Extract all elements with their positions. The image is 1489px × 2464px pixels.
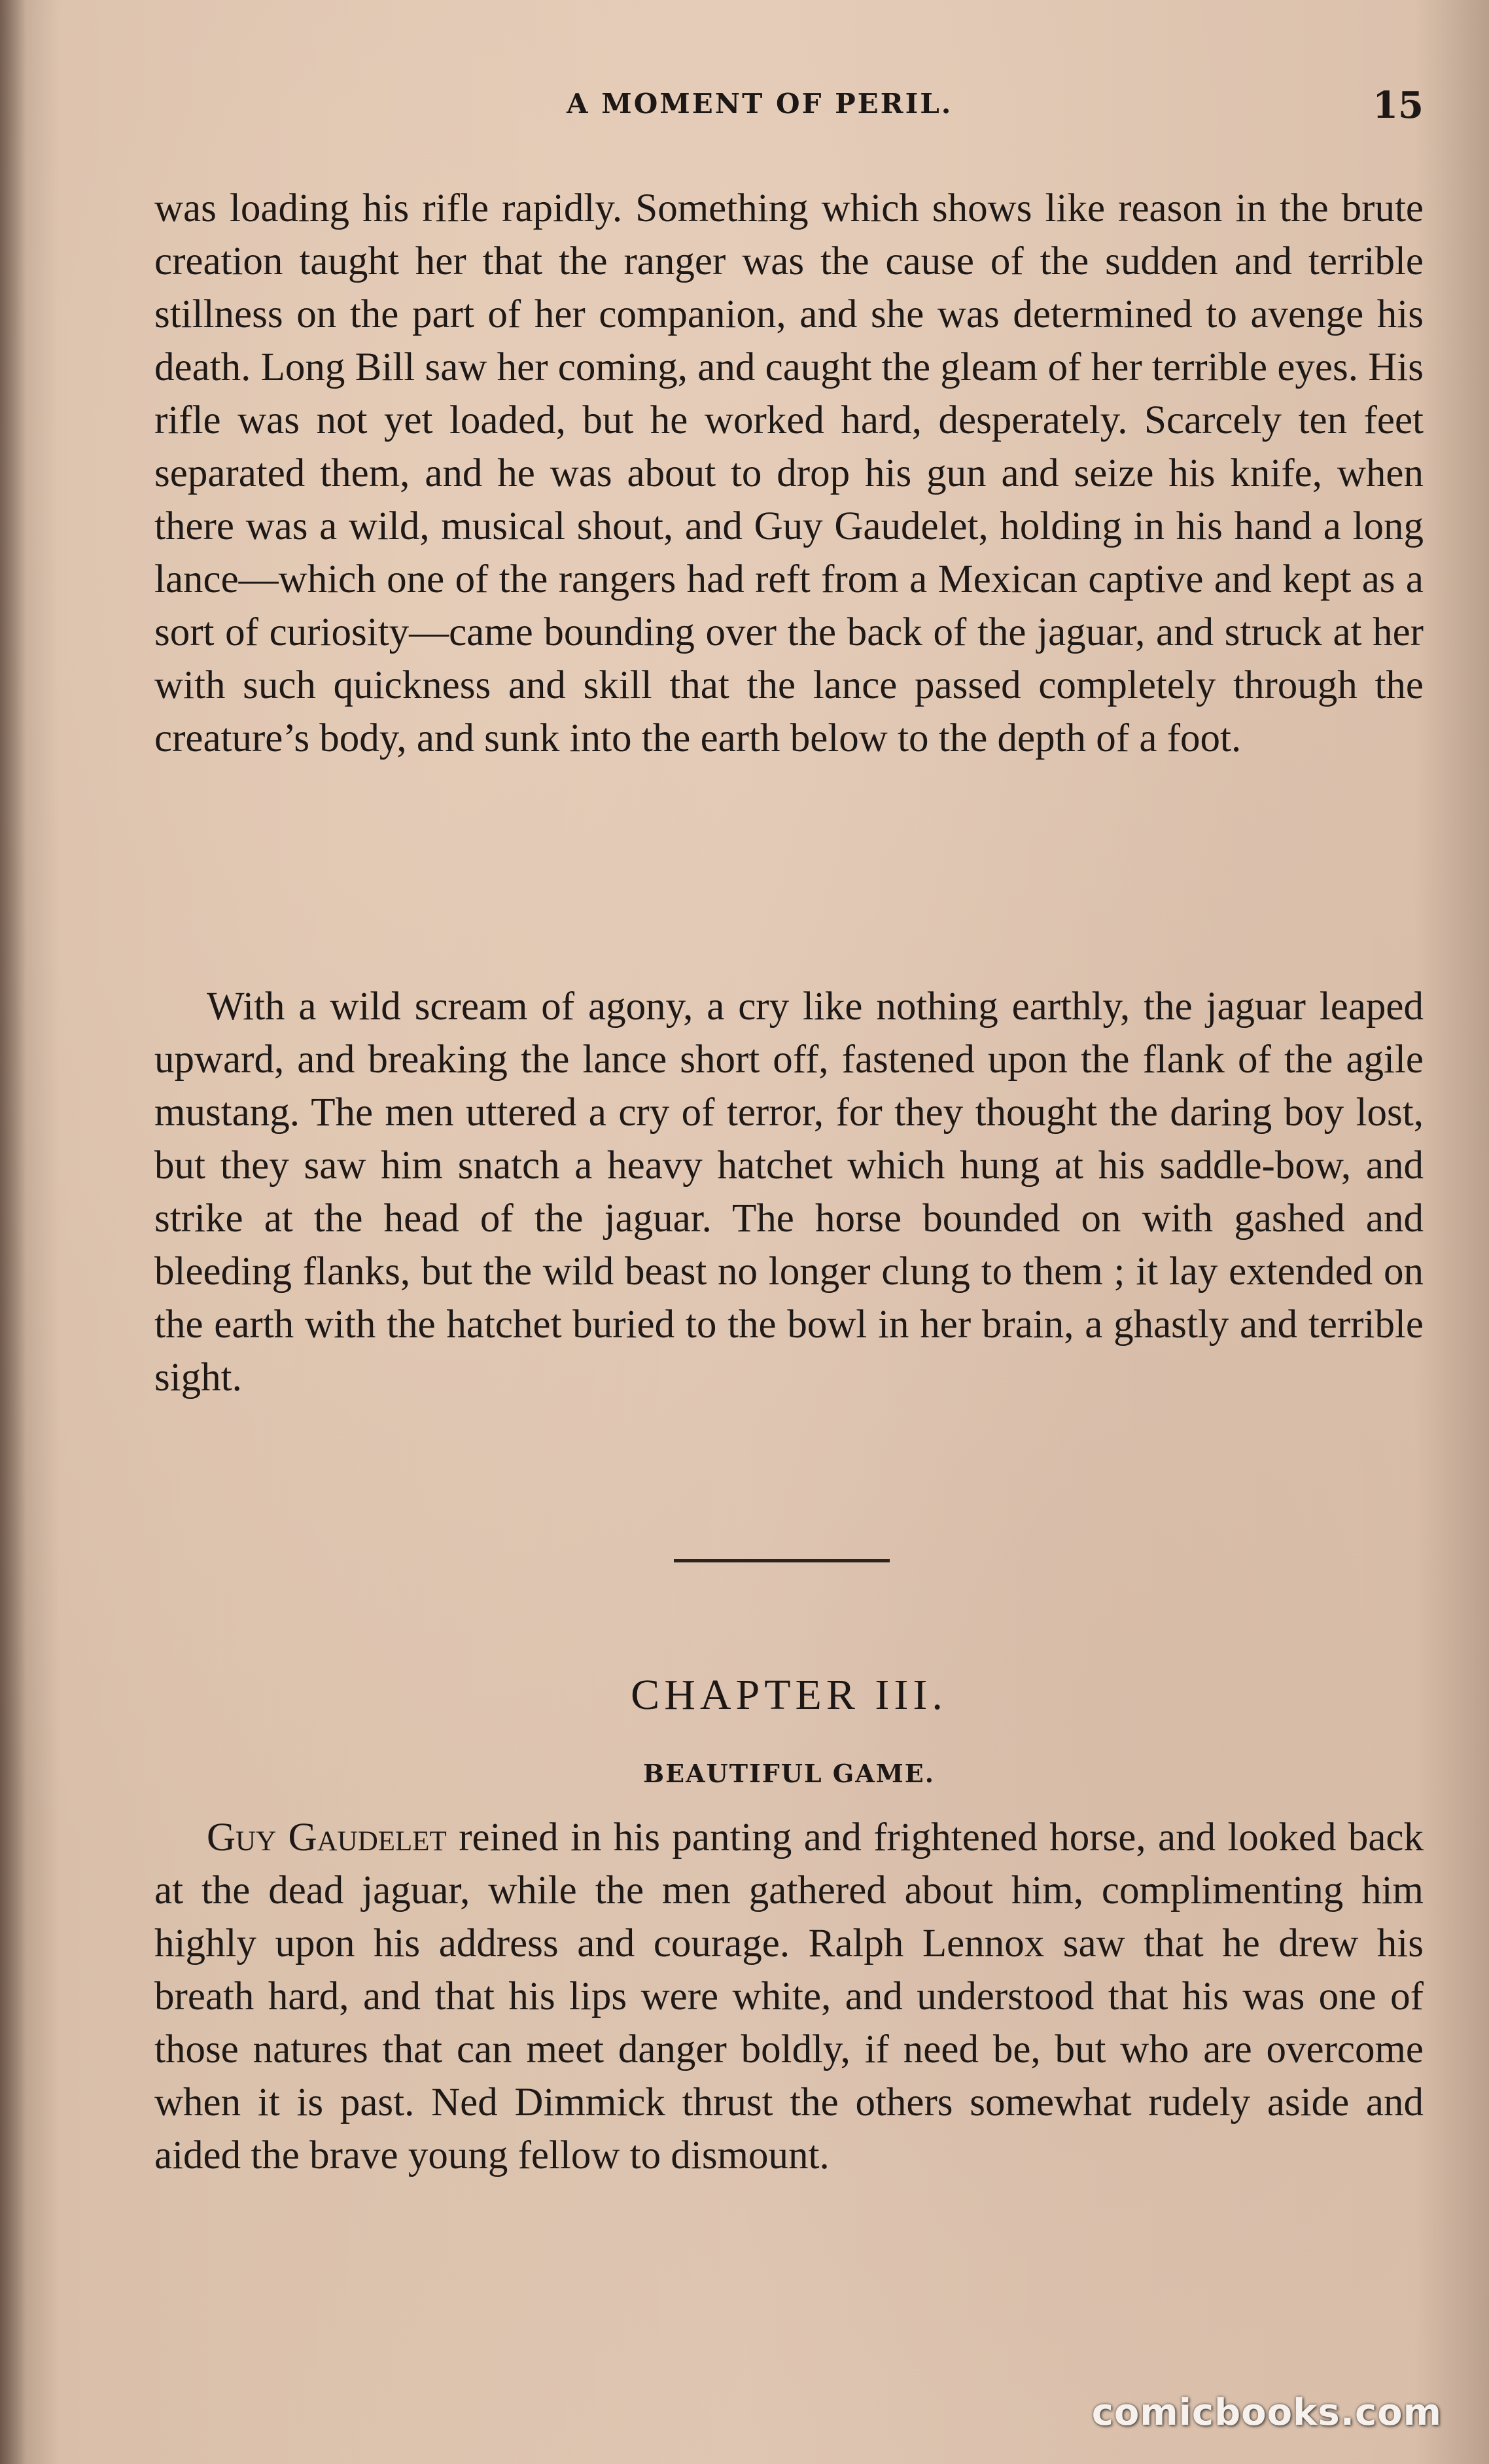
running-title: A MOMENT OF PERIL. <box>567 88 953 120</box>
paragraph-3-lead-words: Guy Gaudelet <box>207 1816 447 1859</box>
page-edge-shadow <box>0 0 26 2464</box>
paragraph-2-text: With a wild scream of agony, a cry like nothing earthly, the jaguar leaped upward, and breaking the lance short off, fastened upon the flank of the agile mustang. The men uttered a cry of terror, for they thought the daring boy lost, but they saw him snatch a heavy hatchet which hung at his saddle-bow, and strike at the head of the jaguar. The horse bounded on with gashed and bleeding flanks, but the wild beast no longer clung to them ; it lay extended on the earth with the hatchet buried to the bowl in her brain, a ghastly and terrible sight. <box>154 985 1424 1399</box>
chapter-subtitle: BEAUTIFUL GAME. <box>642 1759 935 1788</box>
paragraph-2 <box>154 980 1424 1404</box>
paragraph-1 <box>154 182 1424 765</box>
paragraph-3-body: reined in his panting and frightened horse, and looked back at the dead jaguar, while the men gathered about him, complimenting him highly upon his address and courage. Ralph Lennox saw that he drew his breath hard, and that his lips were white, and understood that his was one of those natures that can meet danger boldly, if need be, but who are overcome when it is past. Ned Dimmick thrust the others somewhat rudely aside and aided the brave young fellow to dismount. <box>154 1816 1424 2177</box>
chapter-title: CHAPTER III. <box>631 1671 947 1719</box>
paragraph-3 <box>154 1811 1424 2182</box>
running-head <box>154 84 1424 130</box>
page-number: 15 <box>1373 84 1424 127</box>
site-watermark: comicbooks.com <box>1091 2391 1442 2434</box>
paragraph-3-text <box>154 1811 1424 2182</box>
section-divider-rule <box>674 1559 890 1562</box>
paragraph-1-text: was loading his rifle rapidly. Something which shows like reason in the brute creation taught her that the ranger was the cause of the sudden and terrible stillness on the part of her companion, and she was determined to avenge his death. Long Bill saw her coming, and caught the gleam of her terrible eyes. His rifle was not yet loaded, but he worked hard, desperately. Scarcely ten feet separated them, and he was about to drop his gun and seize his knife, when there was a wild, musical shout, and Guy Gaudelet, holding in his hand a long lance—which one of the rangers had reft from a Mexican captive and kept as a sort of curiosity—came bounding over the back of the jaguar, and struck at her with such quickness and skill that the lance passed completely through the creature’s body, and sunk into the earth below to the depth of a foot. <box>154 186 1424 760</box>
